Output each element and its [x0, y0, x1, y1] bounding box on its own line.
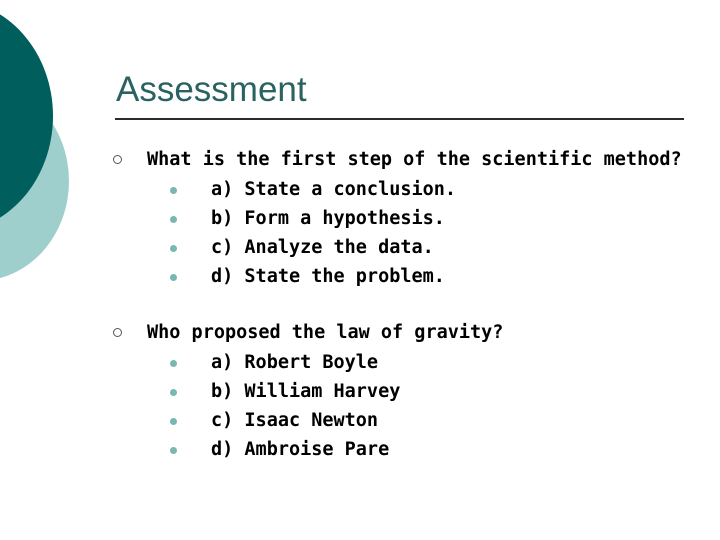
filled-dot-icon — [170, 418, 177, 425]
question-block — [0, 318, 720, 464]
question-text: What is the first step of the scientific method? — [147, 149, 682, 170]
answer-option — [0, 233, 720, 262]
answer-option — [0, 377, 720, 406]
answer-option — [0, 435, 720, 464]
answer-option-text: a) Robert Boyle — [211, 352, 379, 373]
answer-option-text: d) State the problem. — [211, 266, 445, 287]
filled-dot-icon — [170, 447, 177, 454]
question-block — [0, 145, 720, 291]
question-text: Who proposed the law of gravity? — [147, 322, 504, 343]
answer-option-text: d) Ambroise Pare — [211, 439, 390, 460]
answer-option — [0, 262, 720, 291]
answer-option — [0, 204, 720, 233]
filled-dot-icon — [170, 245, 177, 252]
answer-option — [0, 175, 720, 204]
filled-dot-icon — [170, 389, 177, 396]
question-row — [0, 318, 720, 348]
filled-dot-icon — [170, 360, 177, 367]
title-divider — [115, 118, 684, 120]
answer-option — [0, 406, 720, 435]
question-row — [0, 145, 720, 175]
answer-option-text: b) Form a hypothesis. — [211, 208, 445, 229]
answer-option — [0, 348, 720, 377]
answer-option-text: a) State a conclusion. — [211, 179, 457, 200]
filled-dot-icon — [170, 187, 177, 194]
answer-option-text: c) Analyze the data. — [211, 237, 434, 258]
answer-option-text: b) William Harvey — [211, 381, 401, 402]
filled-dot-icon — [170, 216, 177, 223]
hollow-circle-icon — [113, 328, 122, 337]
slide-title: Assessment — [116, 70, 307, 109]
filled-dot-icon — [170, 274, 177, 281]
answer-option-text: c) Isaac Newton — [211, 410, 379, 431]
hollow-circle-icon — [113, 155, 122, 164]
